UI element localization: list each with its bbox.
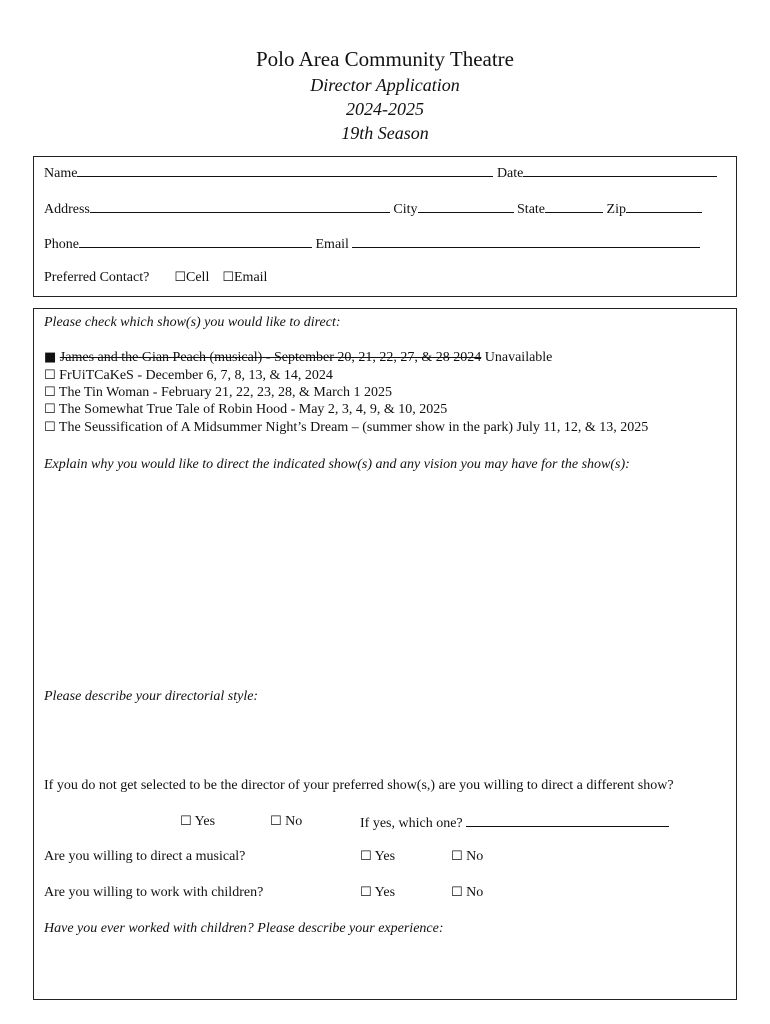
- children-yes: [360, 885, 395, 901]
- which-show-label: If yes, which one?: [360, 816, 463, 831]
- organization-title: Polo Area Community Theatre: [256, 47, 514, 71]
- show-item-5: [44, 420, 648, 436]
- zip-field[interactable]: [626, 200, 702, 213]
- children-no-label: No: [466, 885, 484, 900]
- show-3-checkbox[interactable]: ☐: [44, 385, 56, 400]
- date-field[interactable]: [523, 164, 717, 177]
- children-question: Are you willing to work with children?: [44, 885, 264, 900]
- show-1-note: Unavailable: [484, 350, 553, 365]
- phone-row: [44, 235, 700, 253]
- which-show-row: [360, 814, 669, 832]
- email-label: Email: [315, 237, 349, 252]
- musical-yes-checkbox[interactable]: ☐: [360, 849, 372, 864]
- musical-yes: [360, 849, 395, 865]
- zip-label: Zip: [606, 202, 626, 217]
- shows-prompt: Please check which show(s) you would like to direct:: [44, 315, 341, 330]
- musical-no-label: No: [466, 849, 484, 864]
- show-2-label: FrUiTCaKeS - December 6, 7, 8, 13, & 14, 2024: [59, 368, 333, 383]
- show-4-checkbox[interactable]: ☐: [44, 402, 56, 417]
- musical-no: [451, 849, 483, 865]
- which-show-field[interactable]: [466, 814, 669, 827]
- different-show-no-label: No: [285, 814, 303, 829]
- children-yes-checkbox[interactable]: ☐: [360, 885, 372, 900]
- state-field[interactable]: [545, 200, 603, 213]
- cell-label: Cell: [186, 270, 210, 285]
- season-number: 19th Season: [341, 123, 429, 143]
- different-show-no: [270, 814, 302, 830]
- season-years: 2024-2025: [346, 99, 424, 119]
- different-show-no-checkbox[interactable]: ☐: [270, 814, 282, 829]
- name-label: Name: [44, 166, 78, 181]
- musical-question: Are you willing to direct a musical?: [44, 849, 246, 864]
- style-answer-area[interactable]: [44, 712, 724, 767]
- city-field[interactable]: [418, 200, 514, 213]
- show-item-3: [44, 385, 392, 401]
- children-no: [451, 885, 483, 901]
- preferred-contact-label: Preferred Contact?: [44, 270, 150, 285]
- explain-answer-area[interactable]: [44, 480, 724, 680]
- phone-label: Phone: [44, 237, 79, 252]
- date-label: Date: [496, 166, 524, 181]
- form-title: Director Application: [310, 75, 460, 95]
- show-5-checkbox[interactable]: ☐: [44, 420, 56, 435]
- name-field[interactable]: [77, 164, 493, 177]
- address-field[interactable]: [90, 200, 390, 213]
- explain-prompt: Explain why you would like to direct the indicated show(s) and any vision you may have for the show(s):: [44, 457, 630, 472]
- show-4-label: The Somewhat True Tale of Robin Hood - May 2, 3, 4, 9, & 10, 2025: [58, 402, 448, 417]
- different-show-question: If you do not get selected to be the director of your preferred show(s,) are you willing to direct a different show?: [44, 778, 674, 793]
- state-label: State: [517, 202, 546, 217]
- show-2-checkbox[interactable]: ☐: [44, 368, 56, 383]
- show-item-2: [44, 368, 333, 384]
- children-yes-label: Yes: [374, 885, 396, 900]
- email-checkbox[interactable]: ☐: [222, 270, 234, 285]
- style-prompt: Please describe your directorial style:: [44, 689, 259, 704]
- name-row: [44, 164, 717, 182]
- address-row: [44, 200, 702, 218]
- experience-prompt: Have you ever worked with children? Please describe your experience:: [44, 921, 444, 936]
- address-label: Address: [44, 202, 90, 217]
- show-1-checkbox[interactable]: ■: [44, 350, 57, 365]
- musical-yes-label: Yes: [374, 849, 396, 864]
- different-show-yes: [180, 814, 215, 830]
- children-no-checkbox[interactable]: ☐: [451, 885, 463, 900]
- musical-no-checkbox[interactable]: ☐: [451, 849, 463, 864]
- experience-answer-area[interactable]: [44, 944, 724, 992]
- preferred-contact-row: [44, 270, 267, 286]
- show-1-label: James and the Gian Peach (musical) - September 20, 21, 22, 27, & 28 2024: [59, 350, 482, 365]
- show-3-label: The Tin Woman - February 21, 22, 23, 28, & March 1 2025: [58, 385, 392, 400]
- show-5-label: The Seussification of A Midsummer Night’s Dream – (summer show in the park) July 11, 12, & 13, 2025: [58, 420, 649, 435]
- city-label: City: [393, 202, 418, 217]
- email-option-label: Email: [234, 270, 268, 285]
- show-item-4: [44, 402, 447, 418]
- different-show-yes-label: Yes: [194, 814, 216, 829]
- phone-field[interactable]: [79, 235, 312, 248]
- different-show-yes-checkbox[interactable]: ☐: [180, 814, 192, 829]
- email-field[interactable]: [352, 235, 700, 248]
- cell-checkbox[interactable]: ☐: [174, 270, 186, 285]
- show-item-1: [44, 350, 552, 366]
